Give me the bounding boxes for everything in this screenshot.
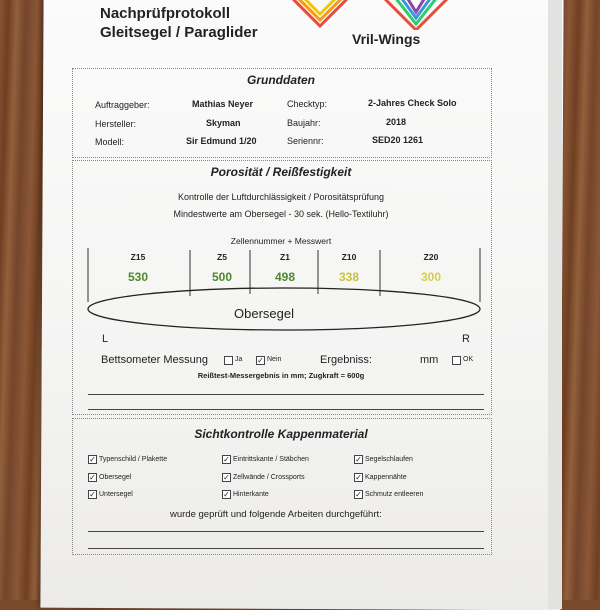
ja-label: Ja <box>235 356 243 363</box>
eintrittskante-label: Eintrittskante / Stäbchen <box>233 456 309 463</box>
result-line-1 <box>88 394 484 395</box>
cell-z15-value: 530 <box>127 270 149 284</box>
page-edge <box>548 0 562 609</box>
cell-z1-label: Z1 <box>280 252 290 262</box>
bettsometer-label: Bettsometer Messung <box>101 354 208 366</box>
untersegel-label: Untersegel <box>99 491 133 498</box>
hersteller-value: Skyman <box>206 118 241 128</box>
check-eintrittskante[interactable]: ✓ <box>223 455 230 464</box>
porositaet-desc2: Mindestwerte am Obersegel - 30 sek. (Hello-Textiluhr) <box>173 209 389 219</box>
title-line2: Gleitsegel / Paraglider <box>100 24 258 41</box>
work-line-2 <box>88 548 484 549</box>
typenschild-label: Typenschild / Plakette <box>99 456 168 463</box>
zellwaende-label: Zellwände / Crossports <box>233 474 305 481</box>
nein-label: Nein <box>267 356 282 363</box>
ergebnis-label: Ergebniss: <box>320 354 372 366</box>
work-line-1 <box>88 531 484 532</box>
ja-checkbox[interactable] <box>224 356 233 365</box>
seriennr-value: SED20 1261 <box>372 135 424 145</box>
kappennaehte-label: Kappennähte <box>365 474 407 481</box>
nein-checkbox[interactable]: ✓ <box>257 356 264 365</box>
checktyp-label: Checktyp: <box>287 99 328 109</box>
checktyp-value: 2-Jahres Check Solo <box>368 98 457 108</box>
auftraggeber-value: Mathias Neyer <box>192 99 254 109</box>
modell-value: Sir Edmund 1/20 <box>186 136 257 146</box>
left-marker: L <box>102 333 109 345</box>
cell-z10-value: 338 <box>338 270 360 284</box>
ok-label: OK <box>463 356 474 363</box>
check-typenschild[interactable]: ✓ <box>89 455 96 464</box>
check-untersegel[interactable]: ✓ <box>89 490 96 499</box>
cell-z20-value: 300 <box>420 270 442 284</box>
brand-name: Vril-Wings <box>352 31 421 47</box>
cell-z1-value: 498 <box>274 270 296 284</box>
cell-z15-label: Z15 <box>130 252 146 262</box>
porositaet-desc1: Kontrolle der Luftdurchlässigkeit / Porositätsprüfung <box>177 192 385 202</box>
result-line-2 <box>88 409 484 410</box>
baujahr-value: 2018 <box>386 117 407 127</box>
schmutz-label: Schmutz entleeren <box>365 491 424 498</box>
rainbow-logo-icon <box>282 0 472 30</box>
check-segelschlaufen[interactable]: ✓ <box>355 455 362 464</box>
sicht-title: Sichtkontrolle Kappenmaterial <box>194 427 368 441</box>
check-kappennaehte[interactable]: ✓ <box>355 473 362 482</box>
title-line1: Nachprüfprotokoll <box>100 5 230 22</box>
cell-z5-value: 500 <box>211 270 233 284</box>
cell-z10-label: Z10 <box>341 252 357 262</box>
baujahr-label: Baujahr: <box>287 118 321 128</box>
hinterkante-label: Hinterkante <box>233 491 269 498</box>
sicht-footer: wurde geprüft und folgende Arbeiten durchgeführt: <box>170 509 382 520</box>
obersegel-check-label: Obersegel <box>99 474 132 481</box>
hersteller-label: Hersteller: <box>95 119 137 129</box>
check-obersegel[interactable]: ✓ <box>89 473 96 482</box>
check-hinterkante[interactable]: ✓ <box>223 490 230 499</box>
porositaet-title: Porosität / Reißfestigkeit <box>210 165 352 179</box>
mm-label: mm <box>420 354 439 366</box>
check-schmutz[interactable]: ✓ <box>355 490 362 499</box>
obersegel-label: Obersegel <box>234 306 294 321</box>
grunddaten-title: Grunddaten <box>247 73 315 87</box>
check-zellwaende[interactable]: ✓ <box>223 473 230 482</box>
cell-z5-label: Z5 <box>217 252 227 262</box>
reisstest-note: Reißtest-Messergebnis in mm; Zugkraft = 600g <box>197 371 365 380</box>
modell-label: Modell: <box>95 137 125 147</box>
auftraggeber-label: Auftraggeber: <box>95 100 150 110</box>
cell-z20-label: Z20 <box>423 252 439 262</box>
right-marker: R <box>462 333 470 345</box>
cells-caption: Zellennummer + Messwert <box>230 236 332 246</box>
segelschlaufen-label: Segelschlaufen <box>365 456 413 463</box>
ok-checkbox[interactable] <box>452 356 461 365</box>
seriennr-label: Seriennr: <box>287 136 324 146</box>
